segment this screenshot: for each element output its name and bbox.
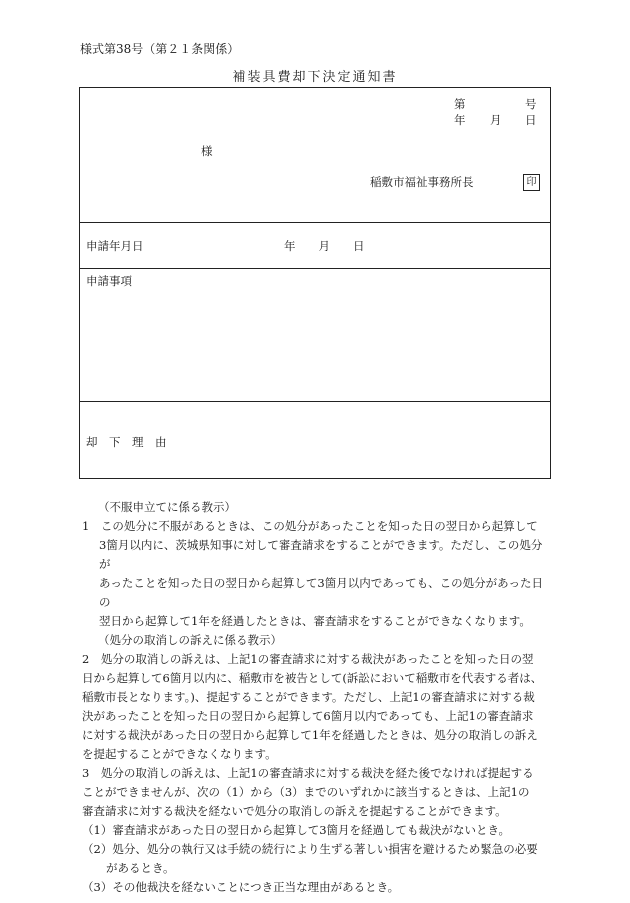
application-date-value: 年 月 日 — [284, 239, 365, 253]
form-table — [79, 87, 551, 479]
application-date-label: 申請年月日 — [86, 239, 144, 253]
addressee-suffix: 様 — [201, 144, 213, 158]
number-label-suffix: 号 — [525, 97, 537, 111]
notice-paragraph-2: 2 処分の取消しの訴えは、上記1の審査請求に対する裁決があったことを知った日の翌 日から起算して6箇月以内に、稲敷市を被告として(訴訟において稲敷市を代表する者は、 稲敷市長となります。)、提起することができます。ただし、上記1の審査請求に対する裁 決があったことを知った日の翌日から起算して6箇月以内であっても、上記1の審査請求 に対する裁決があった日の翌日から起算して1年を経過したときは、処分の取消しの訴え を提起することができなくなります。 — [82, 652, 543, 761]
notice-heading: （不服申立てに係る教示） — [98, 500, 236, 514]
row-divider — [80, 401, 550, 402]
issuer-name: 稲敷市福祉事務所長 — [370, 175, 474, 189]
document-title: 補装具費却下決定通知書 — [232, 70, 398, 85]
notice-paragraph-3: 3 処分の取消しの訴えは、上記1の審査請求に対する裁決を経た後でなければ提起する ことができませんが、次の（1）から（3）までのいずれかに該当するときは、上記1の 審査請求に対する裁決を経ないで処分の取消しの訴えを提起することができます。 — [82, 766, 534, 818]
row-divider — [80, 222, 550, 223]
notice-item-3: （3）その他裁決を経ないことにつき正当な理由があるとき。 — [82, 880, 400, 894]
application-items-label: 申請事項 — [86, 274, 132, 288]
date-year-label: 年 — [454, 113, 466, 127]
appeal-notice — [82, 498, 552, 897]
notice-heading: （処分の取消しの訴えに係る教示） — [98, 633, 282, 647]
date-day-label: 日 — [525, 113, 537, 127]
notice-paragraph-1: 1 この処分に不服があるときは、この処分があったことを知った日の翌日から起算して 3箇月以内に、茨城県知事に対して審査請求をすることができます。ただし、この処分が あったことを知った日の翌日から起算して3箇月以内であっても、この処分があった日の 翌日から起算して1年を経過したときは、審査請求をすることができなくなります。 — [82, 519, 543, 628]
rejection-reason-label: 却 下 理 由 — [86, 435, 167, 449]
form-number: 様式第38号（第２１条関係） — [80, 42, 240, 56]
notice-item-1: （1）審査請求があった日の翌日から起算して3箇月を経過しても裁決がないとき。 — [82, 823, 511, 837]
number-label-prefix: 第 — [454, 97, 466, 111]
seal-mark: 印 — [523, 174, 540, 191]
date-month-label: 月 — [490, 113, 502, 127]
row-divider — [80, 268, 550, 269]
notice-item-2: （2）処分、処分の執行又は手続の続行により生ずる著しい損害を避けるため緊急の必要 があるとき。 — [82, 842, 538, 875]
